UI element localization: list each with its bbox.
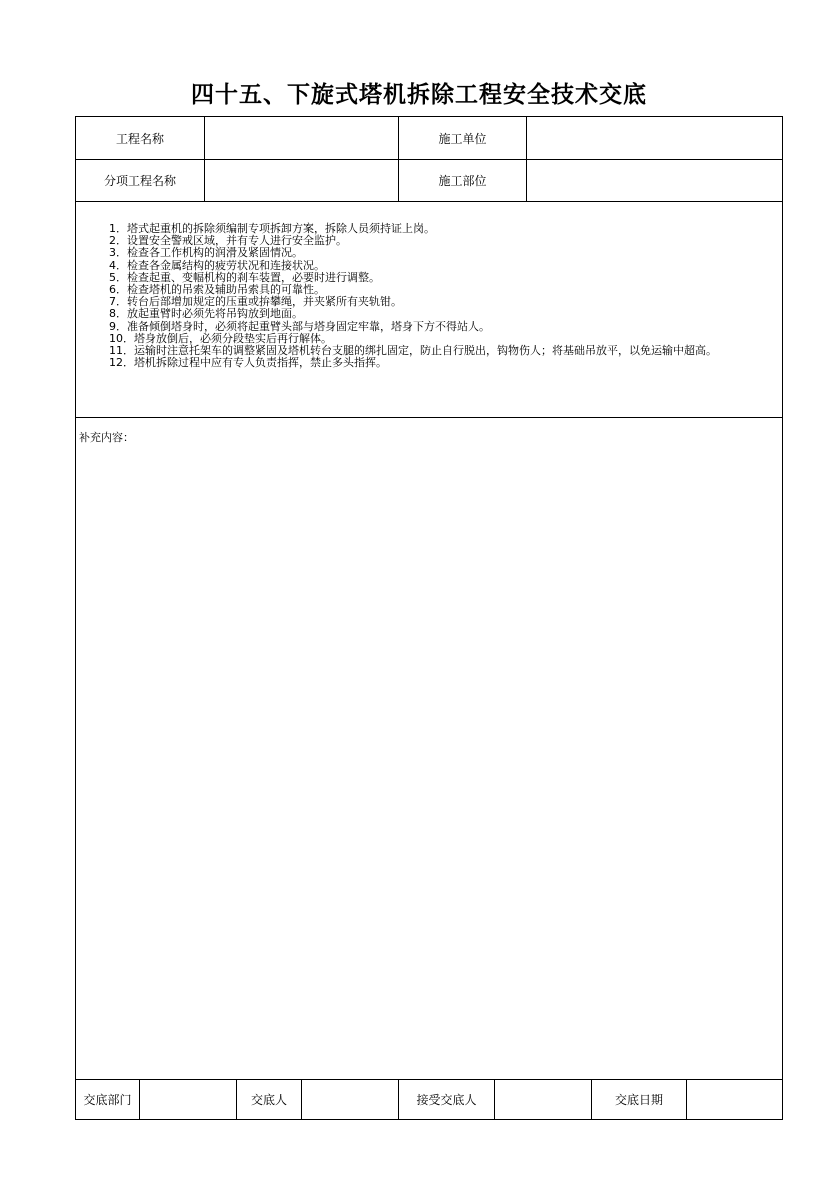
list-item: 3．检查各工作机构的润滑及紧固情况。 [109,246,303,260]
list-item: 12．塔机拆除过程中应有专人负责指挥，禁止多头指挥。 [109,356,387,370]
supplement-label: 补充内容： [79,431,134,444]
list-item: 4．检查各金属结构的疲劳状况和连接状况。 [109,258,325,272]
page-title: 四十五、下旋式塔机拆除工程安全技术交底 [191,82,647,108]
project-name-field[interactable] [205,117,399,159]
list-item: 2．设置安全警戒区域，并有专人进行安全监护。 [109,234,347,248]
project-name-label: 工程名称 [76,117,205,159]
sub-project-field[interactable] [205,159,399,201]
disclosure-form [75,116,783,1120]
sub-project-label: 分项工程名称 [76,159,205,201]
signature-row [76,1079,782,1119]
project-name-row [76,117,782,160]
discloser-label: 交底人 [237,1079,302,1119]
discloser-field[interactable] [302,1079,399,1119]
safety-items-list [79,223,779,369]
list-item: 8．放起重臂时必须先将吊钩放到地面。 [109,307,303,321]
list-item: 9．准备倾倒塔身时，必须将起重臂头部与塔身固定牢靠，塔身下方不得站人。 [109,319,490,333]
date-field[interactable] [687,1079,782,1119]
list-item: 10．塔身放倒后，必须分段垫实后再行解体。 [109,331,332,345]
receiver-label: 接受交底人 [399,1079,495,1119]
sub-project-row [76,159,782,202]
list-item: 7．转台后部增加规定的压重或拚攀绳，并夹紧所有夹轨钳。 [109,295,402,309]
date-label: 交底日期 [592,1079,687,1119]
construction-part-label: 施工部位 [399,159,527,201]
list-item: 6．检查塔机的吊索及辅助吊索具的可靠性。 [109,283,325,297]
list-item: 5．检查起重、变幅机构的刹车装置，必要时进行调整。 [109,270,380,284]
receiver-field[interactable] [495,1079,592,1119]
list-item: 11．运输时注意托架车的调整紧固及塔机转台支腿的绑扎固定，防止自行脱出，钩物伤人；将基础吊放平，以免运输中超高。 [109,344,717,358]
safety-items-block [76,201,782,418]
dept-label: 交底部门 [76,1079,140,1119]
construction-part-field[interactable] [527,159,782,201]
list-item: 1．塔式起重机的拆除须编制专项拆卸方案，拆除人员须持证上岗。 [109,222,435,235]
dept-field[interactable] [140,1079,237,1119]
construction-unit-field[interactable] [527,117,782,159]
construction-unit-label: 施工单位 [399,117,527,159]
supplement-block[interactable] [76,417,782,1080]
